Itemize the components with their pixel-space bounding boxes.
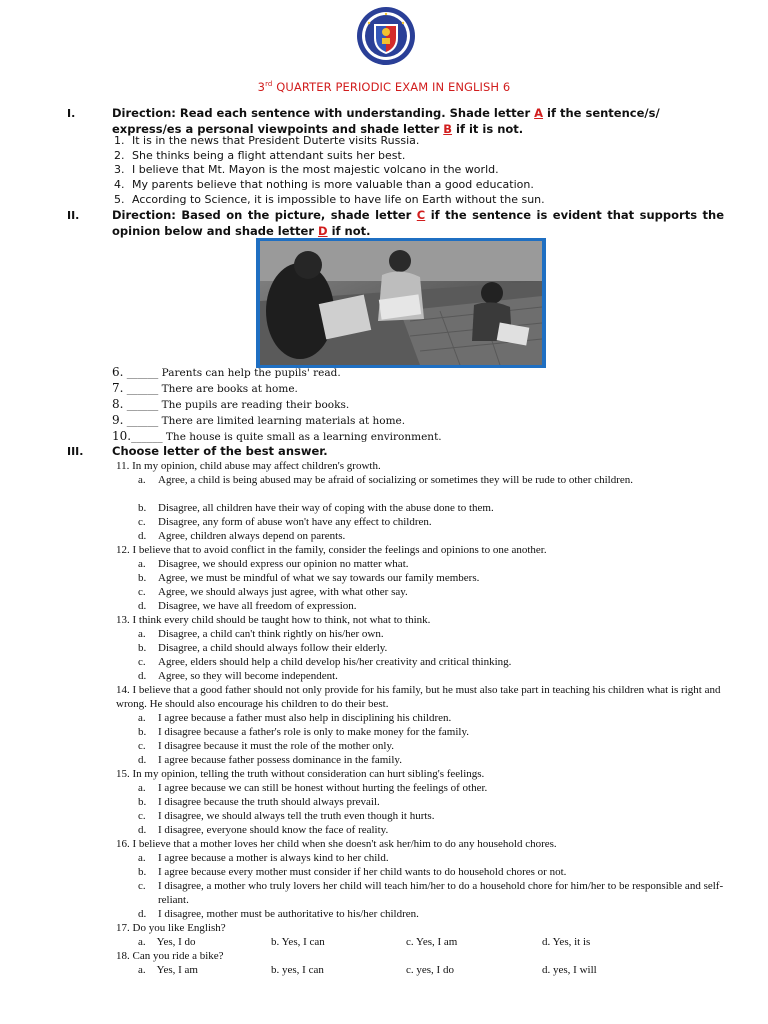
option: a. Disagree, a child can't think rightly on his/her own. [138, 628, 384, 640]
option: c. I disagree, we should always tell the truth even though it hurts. [138, 810, 435, 822]
section-3-roman: III. [67, 445, 84, 458]
section-2-direction: Direction: Based on the picture, shade letter C if the sentence is evident that supports the opinion below and shade letter D if not. [112, 208, 725, 238]
option: a. I agree because a mother is always kind to her child. [138, 852, 389, 864]
question-12: 12. I believe that to avoid conflict in the family, consider the feelings and opinions to one another. [116, 544, 547, 556]
option: a. Disagree, we should express our opinion no matter what. [138, 558, 409, 570]
option: b. I disagree because the truth should always prevail. [138, 796, 380, 808]
list-item: 6. ______ Parents can help the pupils' read. [112, 365, 341, 379]
option: b. I agree because every mother must consider if her child wants to do household chores or not. [138, 866, 567, 878]
option: c. Agree, we should always just agree, with what other say. [138, 586, 408, 598]
list-item: 9. ______ There are limited learning materials at home. [112, 413, 406, 427]
option: c. yes, I do [406, 964, 454, 976]
question-11: 11. In my opinion, child abuse may affect children's growth. [116, 460, 381, 472]
option: c. Agree, elders should help a child develop his/her creativity and critical thinking. [138, 656, 512, 668]
list-item: 4. My parents believe that nothing is more valuable than a good education. [114, 178, 534, 191]
option: d. I agree because father possess dominance in the family. [138, 754, 402, 766]
option: c. Yes, I am [406, 936, 458, 948]
list-item: 1. It is in the news that President Duterte visits Russia. [114, 134, 420, 147]
option: a. I agree because we can still be honest without hurting the feelings of other. [138, 782, 488, 794]
option: b. Yes, I can [271, 936, 325, 948]
question-15: 15. In my opinion, telling the truth without consideration can hurt sibling's feelings. [116, 768, 485, 780]
option: b. yes, I can [271, 964, 324, 976]
option: c. I disagree, a mother who truly lovers her child will teach him/her to do a household chore for him/her to be responsible and self-reliant. [138, 880, 724, 906]
question-17: 17. Do you like English? [116, 922, 226, 934]
option: d. Disagree, we have all freedom of expression. [138, 600, 357, 612]
option: a. I agree because a father must also help in disciplining his children. [138, 712, 452, 724]
option: a. Agree, a child is being abused may be afraid of socializing or sometimes they will be rude to other children. [138, 474, 633, 486]
option: d. Agree, children always depend on parents. [138, 530, 346, 542]
option: a. Yes, I am [138, 964, 198, 976]
option: b. Disagree, all children have their way of coping with the abuse done to them. [138, 502, 494, 514]
family-reading-photo [256, 238, 546, 368]
option: b. Disagree, a child should always follow their elderly. [138, 642, 388, 654]
option: c. I disagree because it must the role of the mother only. [138, 740, 395, 752]
option: d. yes, I will [542, 964, 597, 976]
list-item: 3. I believe that Mt. Mayon is the most majestic volcano in the world. [114, 163, 499, 176]
list-item: 10.______ The house is quite small as a learning environment. [112, 429, 442, 443]
list-item: 2. She thinks being a flight attendant suits her best. [114, 149, 406, 162]
option: c. Disagree, any form of abuse won't have any effect to children. [138, 516, 432, 528]
question-16: 16. I believe that a mother loves her child when she doesn't ask her/him to do any household chores. [116, 838, 557, 850]
list-item: 5. According to Science, it is impossible to have life on Earth without the sun. [114, 193, 545, 206]
question-14: 14. I believe that a good father should not only provide for his family, but he must also take part in teaching his children what is right and wrong. He should also encourage his children to do their best. [116, 684, 721, 710]
option: d. I disagree, everyone should know the face of reality. [138, 824, 389, 836]
option: a. Yes, I do [138, 936, 196, 948]
exam-title: 3rd QUARTER PERIODIC EXAM IN ENGLISH 6 [257, 80, 511, 94]
deped-seal-icon [356, 6, 416, 66]
question-13: 13. I think every child should be taught how to think, not what to think. [116, 614, 431, 626]
section-1-direction: Direction: Read each sentence with understanding. Shade letter A if the sentence/s/ express/es a personal viewpoints and shade letter B if it is not. [112, 106, 660, 136]
option: b. Agree, we must be mindful of what we say towards our family members. [138, 572, 480, 584]
list-item: 7. ______ There are books at home. [112, 381, 298, 395]
option: b. I disagree because a father's role is only to make money for the family. [138, 726, 469, 738]
list-item: 8. ______ The pupils are reading their books. [112, 397, 350, 411]
question-18: 18. Can you ride a bike? [116, 950, 224, 962]
section-3-direction: Choose letter of the best answer. [112, 444, 328, 458]
option: d. I disagree, mother must be authoritative to his/her children. [138, 908, 419, 920]
section-2-roman: II. [67, 209, 80, 222]
option: d. Yes, it is [542, 936, 591, 948]
option: d. Agree, so they will become independent. [138, 670, 338, 682]
section-1-roman: I. [67, 107, 76, 120]
